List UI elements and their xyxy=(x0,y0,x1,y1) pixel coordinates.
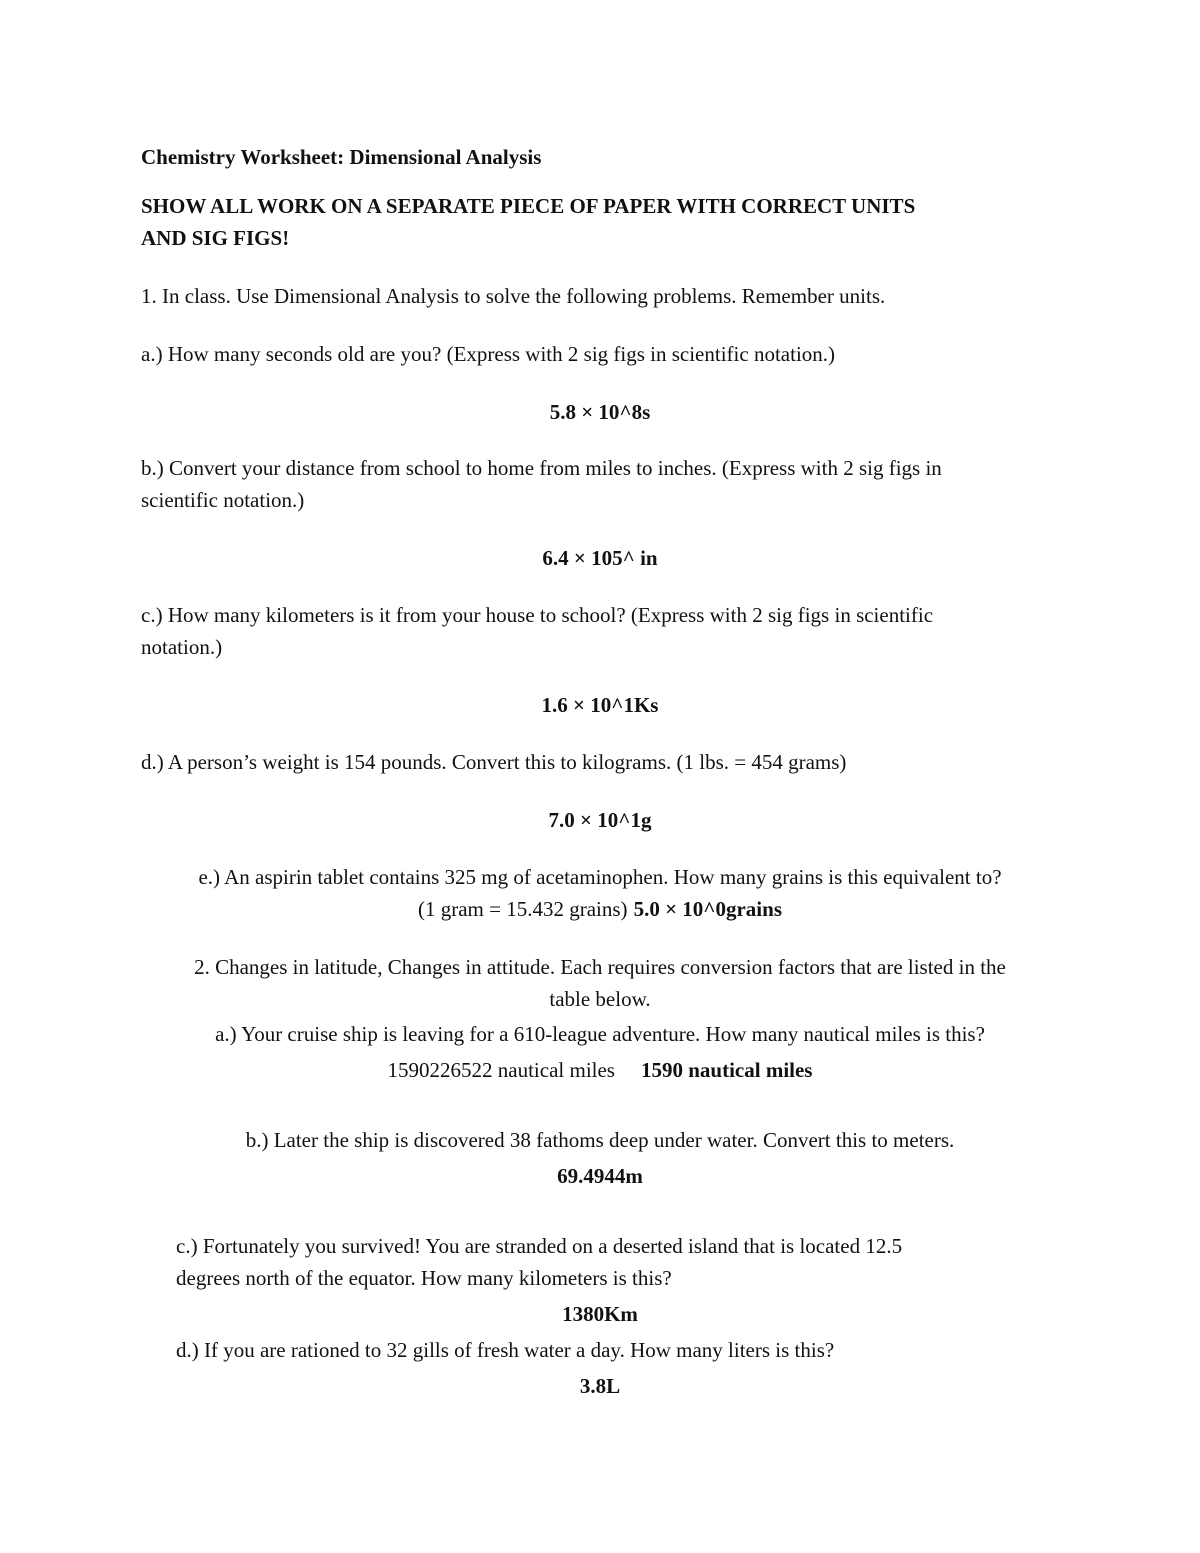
answer-1a: 5.8 × 10^8s xyxy=(549,400,651,424)
instructions-line-2: AND SIG FIGS! xyxy=(141,226,290,250)
answer-1c: 1.6 × 10^1Ks xyxy=(541,693,659,717)
question-1c-line-1: c.) How many kilometers is it from your house to school? (Express with 2 sig figs in scientific xyxy=(141,603,934,627)
answer-2c: 1380Km xyxy=(562,1302,638,1326)
answer-2b: 69.4944m xyxy=(557,1164,643,1188)
raw-answer-2a: 1590226522 nautical miles xyxy=(387,1058,615,1082)
page-title: Chemistry Worksheet: Dimensional Analysis xyxy=(141,145,542,169)
answer-2a: 1590 nautical miles xyxy=(640,1058,813,1082)
question-1b-line-2: scientific notation.) xyxy=(141,488,305,512)
answer-2a-row xyxy=(141,1054,1059,1086)
answer-1b: 6.4 × 105^ in xyxy=(542,546,658,570)
question-1e-line-2 xyxy=(141,893,1059,925)
answer-2d: 3.8L xyxy=(579,1374,621,1398)
question-2a: a.) Your cruise ship is leaving for a 610-league adventure. How many nautical miles is this? xyxy=(215,1022,985,1046)
answer-1e: 5.0 × 10^0grains xyxy=(633,897,782,921)
section-2-intro-line-2: table below. xyxy=(549,987,651,1011)
question-2c-line-2: degrees north of the equator. How many kilometers is this? xyxy=(176,1266,672,1290)
question-1d: d.) A person’s weight is 154 pounds. Convert this to kilograms. (1 lbs. = 454 grams) xyxy=(141,750,847,774)
question-1e-line-1: e.) An aspirin tablet contains 325 mg of acetaminophen. How many grains is this equivalent to? xyxy=(198,865,1002,889)
question-2c-line-1: c.) Fortunately you survived! You are stranded on a deserted island that is located 12.5 xyxy=(176,1234,903,1258)
question-1a: a.) How many seconds old are you? (Express with 2 sig figs in scientific notation.) xyxy=(141,342,836,366)
question-1e-conversion: (1 gram = 15.432 grains) xyxy=(418,897,628,921)
answer-1d: 7.0 × 10^1g xyxy=(548,808,652,832)
instructions-line-1: SHOW ALL WORK ON A SEPARATE PIECE OF PAPER WITH CORRECT UNITS xyxy=(141,194,916,218)
question-2d: d.) If you are rationed to 32 gills of fresh water a day. How many liters is this? xyxy=(176,1338,835,1362)
section-2-intro-line-1: 2. Changes in latitude, Changes in attitude. Each requires conversion factors that are listed in the xyxy=(194,955,1006,979)
section-1-intro: 1. In class. Use Dimensional Analysis to solve the following problems. Remember units. xyxy=(141,284,886,308)
question-1b-line-1: b.) Convert your distance from school to home from miles to inches. (Express with 2 sig figs in xyxy=(141,456,942,480)
question-2b: b.) Later the ship is discovered 38 fathoms deep under water. Convert this to meters. xyxy=(245,1128,955,1152)
question-1c-line-2: notation.) xyxy=(141,635,223,659)
